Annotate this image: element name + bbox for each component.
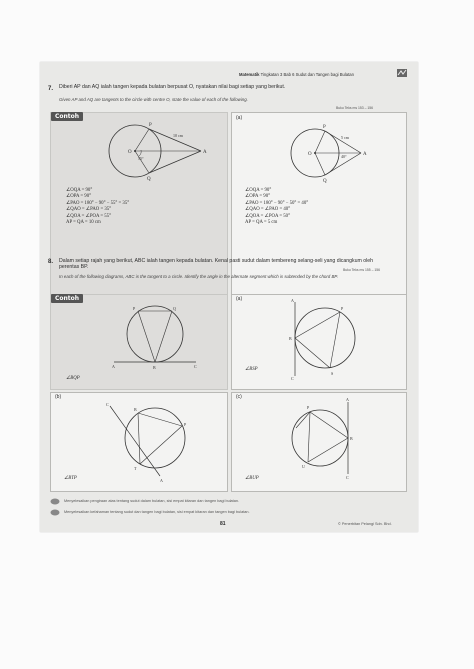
q7-example-label-Q: Q	[147, 177, 151, 182]
q7-a-label-Q: Q	[323, 179, 327, 184]
q7-example-step: ∠PAO = 180° − 90° − 55° = 35°	[66, 200, 130, 206]
page-number: 81	[220, 521, 226, 527]
q8-text-en: In each of the following diagrams, ABC is the tangent to a circle. Identify the angle in the alternate segment which is subtended by the chord BP.	[59, 274, 338, 279]
q8-part-b-answer: ∠BTP	[64, 476, 77, 481]
q7-a-label-P: P	[323, 125, 326, 130]
q8-part-b-figure	[106, 398, 210, 483]
q7-a-length: 5 cm	[341, 135, 349, 140]
q8-example-badge: Contoh	[51, 294, 83, 303]
q7-a-angle: 40°	[341, 154, 347, 159]
q8-part-c-label: (c)	[236, 394, 242, 400]
q8-text-ms: Dalam setiap rajah yang berikut, ABC ialah tangen kepada bulatan. Kenal pasti sudut dalam tembereng selang-seli yang dicangkum oleh perentas BP.	[59, 258, 374, 271]
svg-text:C: C	[291, 376, 294, 381]
q7-reference: Buku Teks ms 153 – 156	[336, 106, 374, 110]
q7-a-step: ∠QAO = ∠PAO = 40°	[245, 207, 291, 213]
q7-a-step: ∠PAO = 180° − 90° − 50° = 40°	[245, 200, 309, 206]
q7-example-label-O: O	[128, 150, 132, 155]
footer-note-2: Menyelesaikan kefahaman tentang sudut dan tangen bagi bulatan, sisi empat kitaran dan tangen bagi bulatan.	[64, 510, 250, 514]
publisher-credit: © Penerbitan Pelangi Sdn. Bhd.	[338, 522, 392, 526]
svg-text:S: S	[331, 371, 334, 376]
q7-part-a-label: (a)	[236, 115, 243, 121]
svg-text:A: A	[291, 298, 294, 303]
q8-example-figure	[112, 302, 210, 378]
q8-example-answer: ∠BQP	[66, 376, 80, 381]
svg-text:B: B	[289, 336, 292, 341]
header-chapter: Tingkatan 3 Bab 6 Sudut dan Tangen bagi Bulatan	[260, 72, 354, 77]
svg-text:P: P	[184, 422, 187, 427]
svg-text:A: A	[160, 478, 163, 483]
page-header	[239, 72, 354, 77]
svg-text:P: P	[341, 306, 344, 311]
svg-text:Q: Q	[173, 306, 176, 311]
q8-part-c-figure	[280, 398, 380, 478]
q8-reference: Buku Teks ms 155 – 156	[343, 268, 381, 272]
q7-example-step: ∠QAO = ∠PAO = 35°	[66, 207, 112, 213]
q7-example-angle: 55°	[138, 156, 144, 161]
q8-part-b-label: (b)	[55, 394, 62, 400]
q8-part-a-figure	[285, 300, 385, 380]
q7-example-step: AP = QA = 10 cm	[66, 220, 101, 226]
svg-text:P: P	[133, 306, 136, 311]
q8-part-a-answer: ∠BSP	[245, 367, 258, 372]
q7-example-badge: Contoh	[51, 112, 83, 121]
footer-note-icon	[50, 509, 60, 516]
header-subject: Matematik	[239, 72, 260, 77]
q7-part-a-figure	[275, 119, 405, 189]
q8-part-c-answer: ∠BUP	[245, 476, 259, 481]
header-logo-icon	[397, 69, 407, 77]
q7-number: 7.	[48, 86, 54, 92]
q7-example-steps	[66, 188, 129, 226]
svg-text:B: B	[350, 436, 353, 441]
q7-example-step: ∠QOA = ∠POA = 55°	[66, 213, 111, 219]
svg-text:B: B	[153, 365, 156, 370]
q7-text-ms: Diberi AP dan AQ ialah tangen kepada bulatan berpusat O, nyatakan nilai bagi setiap yang berikut.	[59, 84, 286, 90]
q7-example-label-P: P	[149, 123, 152, 128]
q8-part-a-label: (a)	[236, 296, 243, 302]
svg-text:A: A	[346, 397, 349, 402]
svg-text:P: P	[307, 405, 310, 410]
q7-a-label-O: O	[308, 152, 312, 157]
svg-text:U: U	[302, 464, 305, 469]
q8-number: 8.	[48, 259, 54, 265]
q7-example-label-A: A	[203, 150, 207, 155]
footer-note-1: Menyelesaikan pengiraan atas tentang sudut dalam bulatan, sisi empat kitaran dan tangen bagi bulatan.	[64, 499, 239, 503]
q7-a-step: ∠OPA = 90°	[245, 194, 271, 200]
q7-a-label-A: A	[363, 152, 367, 157]
q7-example-figure	[95, 117, 225, 187]
svg-text:C: C	[194, 364, 197, 369]
q7-a-step: ∠QOA = ∠POA = 50°	[245, 213, 290, 219]
q7-text-en: Given AP and AQ are tangents to the circle with centre O, state the value of each of the following.	[59, 97, 248, 102]
footer-note-icon	[50, 498, 60, 505]
svg-text:C: C	[106, 402, 109, 407]
q7-example-length: 10 cm	[173, 133, 183, 138]
svg-text:A: A	[112, 364, 115, 369]
q7-a-step: AP = QA = 5 cm	[245, 220, 278, 226]
svg-text:B: B	[134, 407, 137, 412]
q7-example-step: ∠OQA = 90°	[66, 188, 93, 193]
svg-text:C: C	[346, 475, 349, 480]
q7-a-step: ∠OQA = 90°	[245, 188, 272, 193]
workbook-page	[40, 62, 418, 532]
q7-part-a-steps	[245, 188, 308, 226]
svg-text:T: T	[134, 466, 137, 471]
q7-example-step: ∠OPA = 90°	[66, 194, 92, 200]
